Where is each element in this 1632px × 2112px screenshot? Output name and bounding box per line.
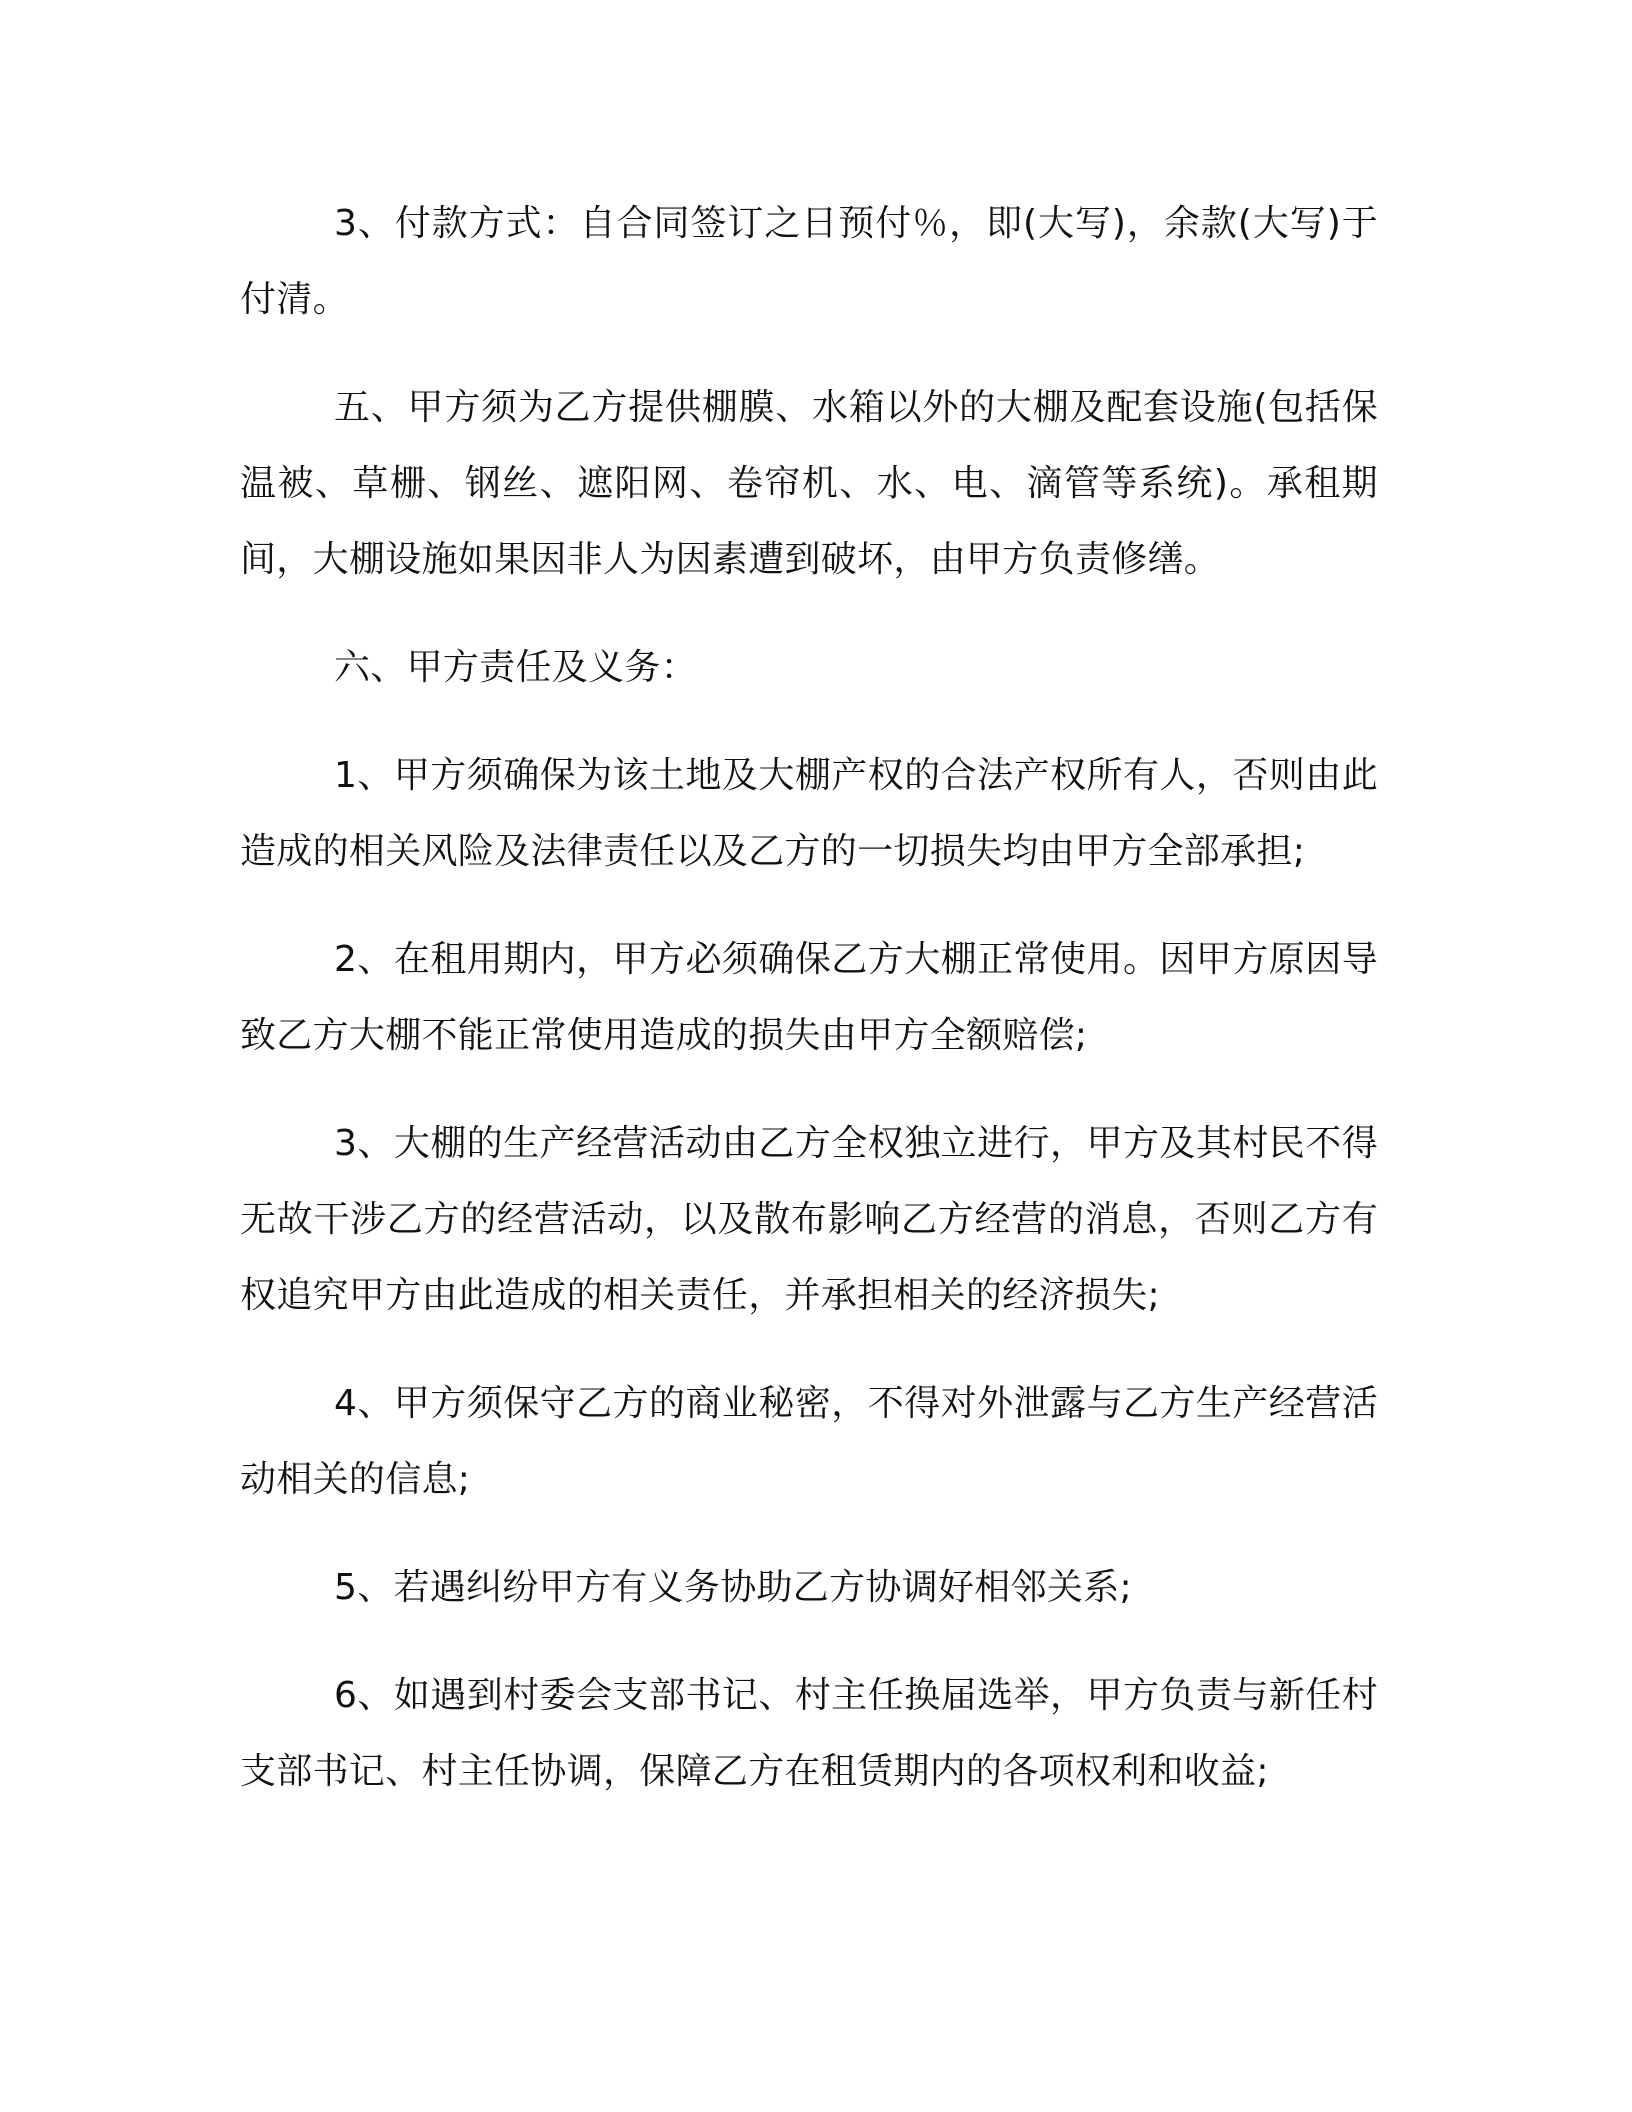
paragraph-duty-5: 5、若遇纠纷甲方有义务协助乙方协调好相邻关系; <box>334 1567 1132 1608</box>
paragraph-payment-method: 3、付款方式：自合同签订之日预付％，即(大写)，余款(大写)于 付清。 <box>240 203 1378 320</box>
section-heading-party-a-duties: 六、甲方责任及义务： <box>334 647 698 688</box>
paragraph-duty-1: 1、甲方须确保为该土地及大棚产权的合法产权所有人，否则由此造成的相关风险及法律责任以及乙方的一切损失均由甲方全部承担; <box>240 755 1378 872</box>
paragraph-duty-2: 2、在租用期内，甲方必须确保乙方大棚正常使用。因甲方原因导致乙方大棚不能正常使用造成的损失由甲方全额赔偿; <box>240 939 1378 1056</box>
paragraph-duty-6: 6、如遇到村委会支部书记、村主任换届选举，甲方负责与新任村支部书记、村主任协调，保障乙方在租赁期内的各项权利和收益; <box>240 1675 1378 1792</box>
paragraph-duty-3: 3、大棚的生产经营活动由乙方全权独立进行，甲方及其村民不得无故干涉乙方的经营活动，以及散布影响乙方经营的消息，否则乙方有权追究甲方由此造成的相关责任，并承担相关的经济损失; <box>240 1123 1378 1316</box>
paragraph-duty-4: 4、甲方须保守乙方的商业秘密，不得对外泄露与乙方生产经营活动相关的信息; <box>240 1383 1378 1500</box>
document-body <box>240 186 1378 1810</box>
paragraph-clause-five: 五、甲方须为乙方提供棚膜、水箱以外的大棚及配套设施(包括保温被、草栅、钢丝、遮阳网、卷帘机、水、电、滴管等系统)。承租期间，大棚设施如果因非人为因素遭到破坏，由甲方负责修缮。 <box>240 387 1378 580</box>
